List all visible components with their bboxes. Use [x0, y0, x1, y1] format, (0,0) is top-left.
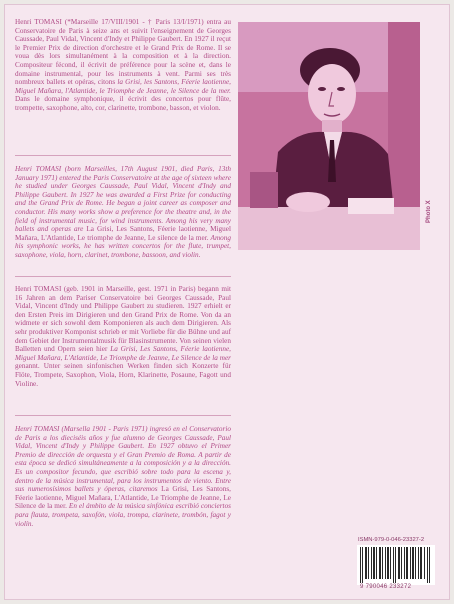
french-biography	[15, 18, 231, 113]
barcode	[357, 545, 435, 585]
fr-works: la Grisi, les Santons, Féerie laotienne, Miguel Mañara, l'Atlantide, le Triomphe de Jeanne, le Silence de la mer.	[15, 78, 231, 95]
de-works: La Grisi, Les Santons, Féerie laotienne, Miguel Mañara, L'Atlantide, Le Triomphe de Jeanne, Le Silence de la mer	[15, 345, 231, 362]
spanish-biography	[15, 425, 231, 528]
de-concertos: genannt. Unter seinen sinfonischen Werken finden sich Konzerte für Flöte, Trompete, Saxophon, Viola, Horn, Klarinette, Posaune, Fagott und Violine.	[15, 362, 231, 388]
es-intro: Henri TOMASI (Marsella 1901 - Paris 1971) ingresó en el Conservatorio de Paris a los dieciséis años y fue alumno de Georges Caussade, Paul Vidal, Vincent d'Indy y Philippe Gaubert. En 1927 obtuvo el Primer Premio de dirección de orquesta y el Gran Premio de Roma. A partir de esta época se dedicó simultáneamente a la composición y a la dirección. Es un compositor fecundo, que escribió sobre todo para la escena y, dentro de la música instrumental, para los instrumentos de viento. Entre sus numerosísimos ballets y óperas, citaremos	[15, 425, 231, 494]
es-concertos: En el ámbito de la música sinfónica escribió conciertos para flauta, trompeta, saxofón, viola, trompa, clarinete, trombón, fagot y violín.	[15, 502, 231, 528]
fr-concertos: Dans le domaine symphonique, il écrivit des concertos pour flûte, trompette, saxophone, alto, cor, clarinette, trombone, basson, et violon.	[15, 95, 231, 112]
divider	[15, 276, 231, 277]
en-intro: Henri TOMASI (born Marseilles, 17th August 1901, died Paris, 13th January 1971) entered the Paris Conservatoire at the age of sixteen where he studied under Georges Caussade, Paul Vidal, Vincent d'Indy and Philippe Gaubert. In 1927 he was awarded a First Prize for conducting and the Grand Prix de Rome. He began a joint career as composer and conductor. His many works show a preference for the theatre and, in the field of instrumental music, for wind instruments. Among his very many ballets and operas are	[15, 165, 231, 234]
en-works: La Grisi, Les Santons, Féerie laotienne, Miguel Mañara, L'Atlantide, Le triomphe de Jeanne, Le silence de la mer.	[15, 225, 231, 242]
composer-photo	[238, 22, 420, 250]
de-intro: Henri TOMASI (geb. 1901 in Marseille, gest. 1971 in Paris) begann mit 16 Jahren an dem Pariser Conservatoire bei Georges Caussade, Paul Vidal, Vincent d'Indy und Philippe Gaubert zu studieren. 1927 erhielt er den Ersten Preis im Dirigieren und den Grand Prix de Rome. Von da an widmete er sich sowohl dem Komponieren als auch dem Dirigieren. Als sehr produktiver Komponist schrieb er mit Vorliebe für die Bühne und auf dem Gebiet der Instrumentalmusik für Blasinstrumente. Von seinen vielen Balletten und Opern seien hier	[15, 285, 231, 354]
barcode-number: 9 790046 233272	[360, 584, 412, 590]
en-concertos: Among his symphonic works, he has written concertos for the flute, trumpet, saxophone, viola, horn, clarinet, trombone, bassoon, and violin.	[15, 233, 231, 259]
ismn-label: ISMN-979-0-046-23327-2	[358, 537, 425, 543]
divider	[15, 155, 231, 156]
photo-credit: Photo X	[426, 200, 432, 223]
german-biography	[15, 285, 231, 388]
english-biography	[15, 165, 231, 260]
es-works: La Grisi, Les Santons, Féerie laotienne, Miguel Mañara, L'Atlantide, Le Triomphe de Jeanne, Le Silence de la mer.	[15, 485, 231, 511]
divider	[15, 415, 231, 416]
back-cover	[4, 4, 450, 600]
fr-intro: Henri TOMASI (*Marseille 17/VIII/1901 - † Paris 13/I/1971) entra au Conservatoire de Paris à seize ans et suivit l'enseignement de Georges Caussade, Paul Vidal, Vincent d'Indy et Philippe Gaubert. En 1927 il reçut le Premier Prix de direction d'orchestre et le Grand Prix de Rome. Il se voua dès lors simultanément à la composition et à la direction. Compositeur fécond, il écrivit de préférence pour la scène et, dans le domaine instrumental, pour les instruments à vent. Parmi ses très nombreux ballets et opéras, citons	[15, 18, 231, 87]
